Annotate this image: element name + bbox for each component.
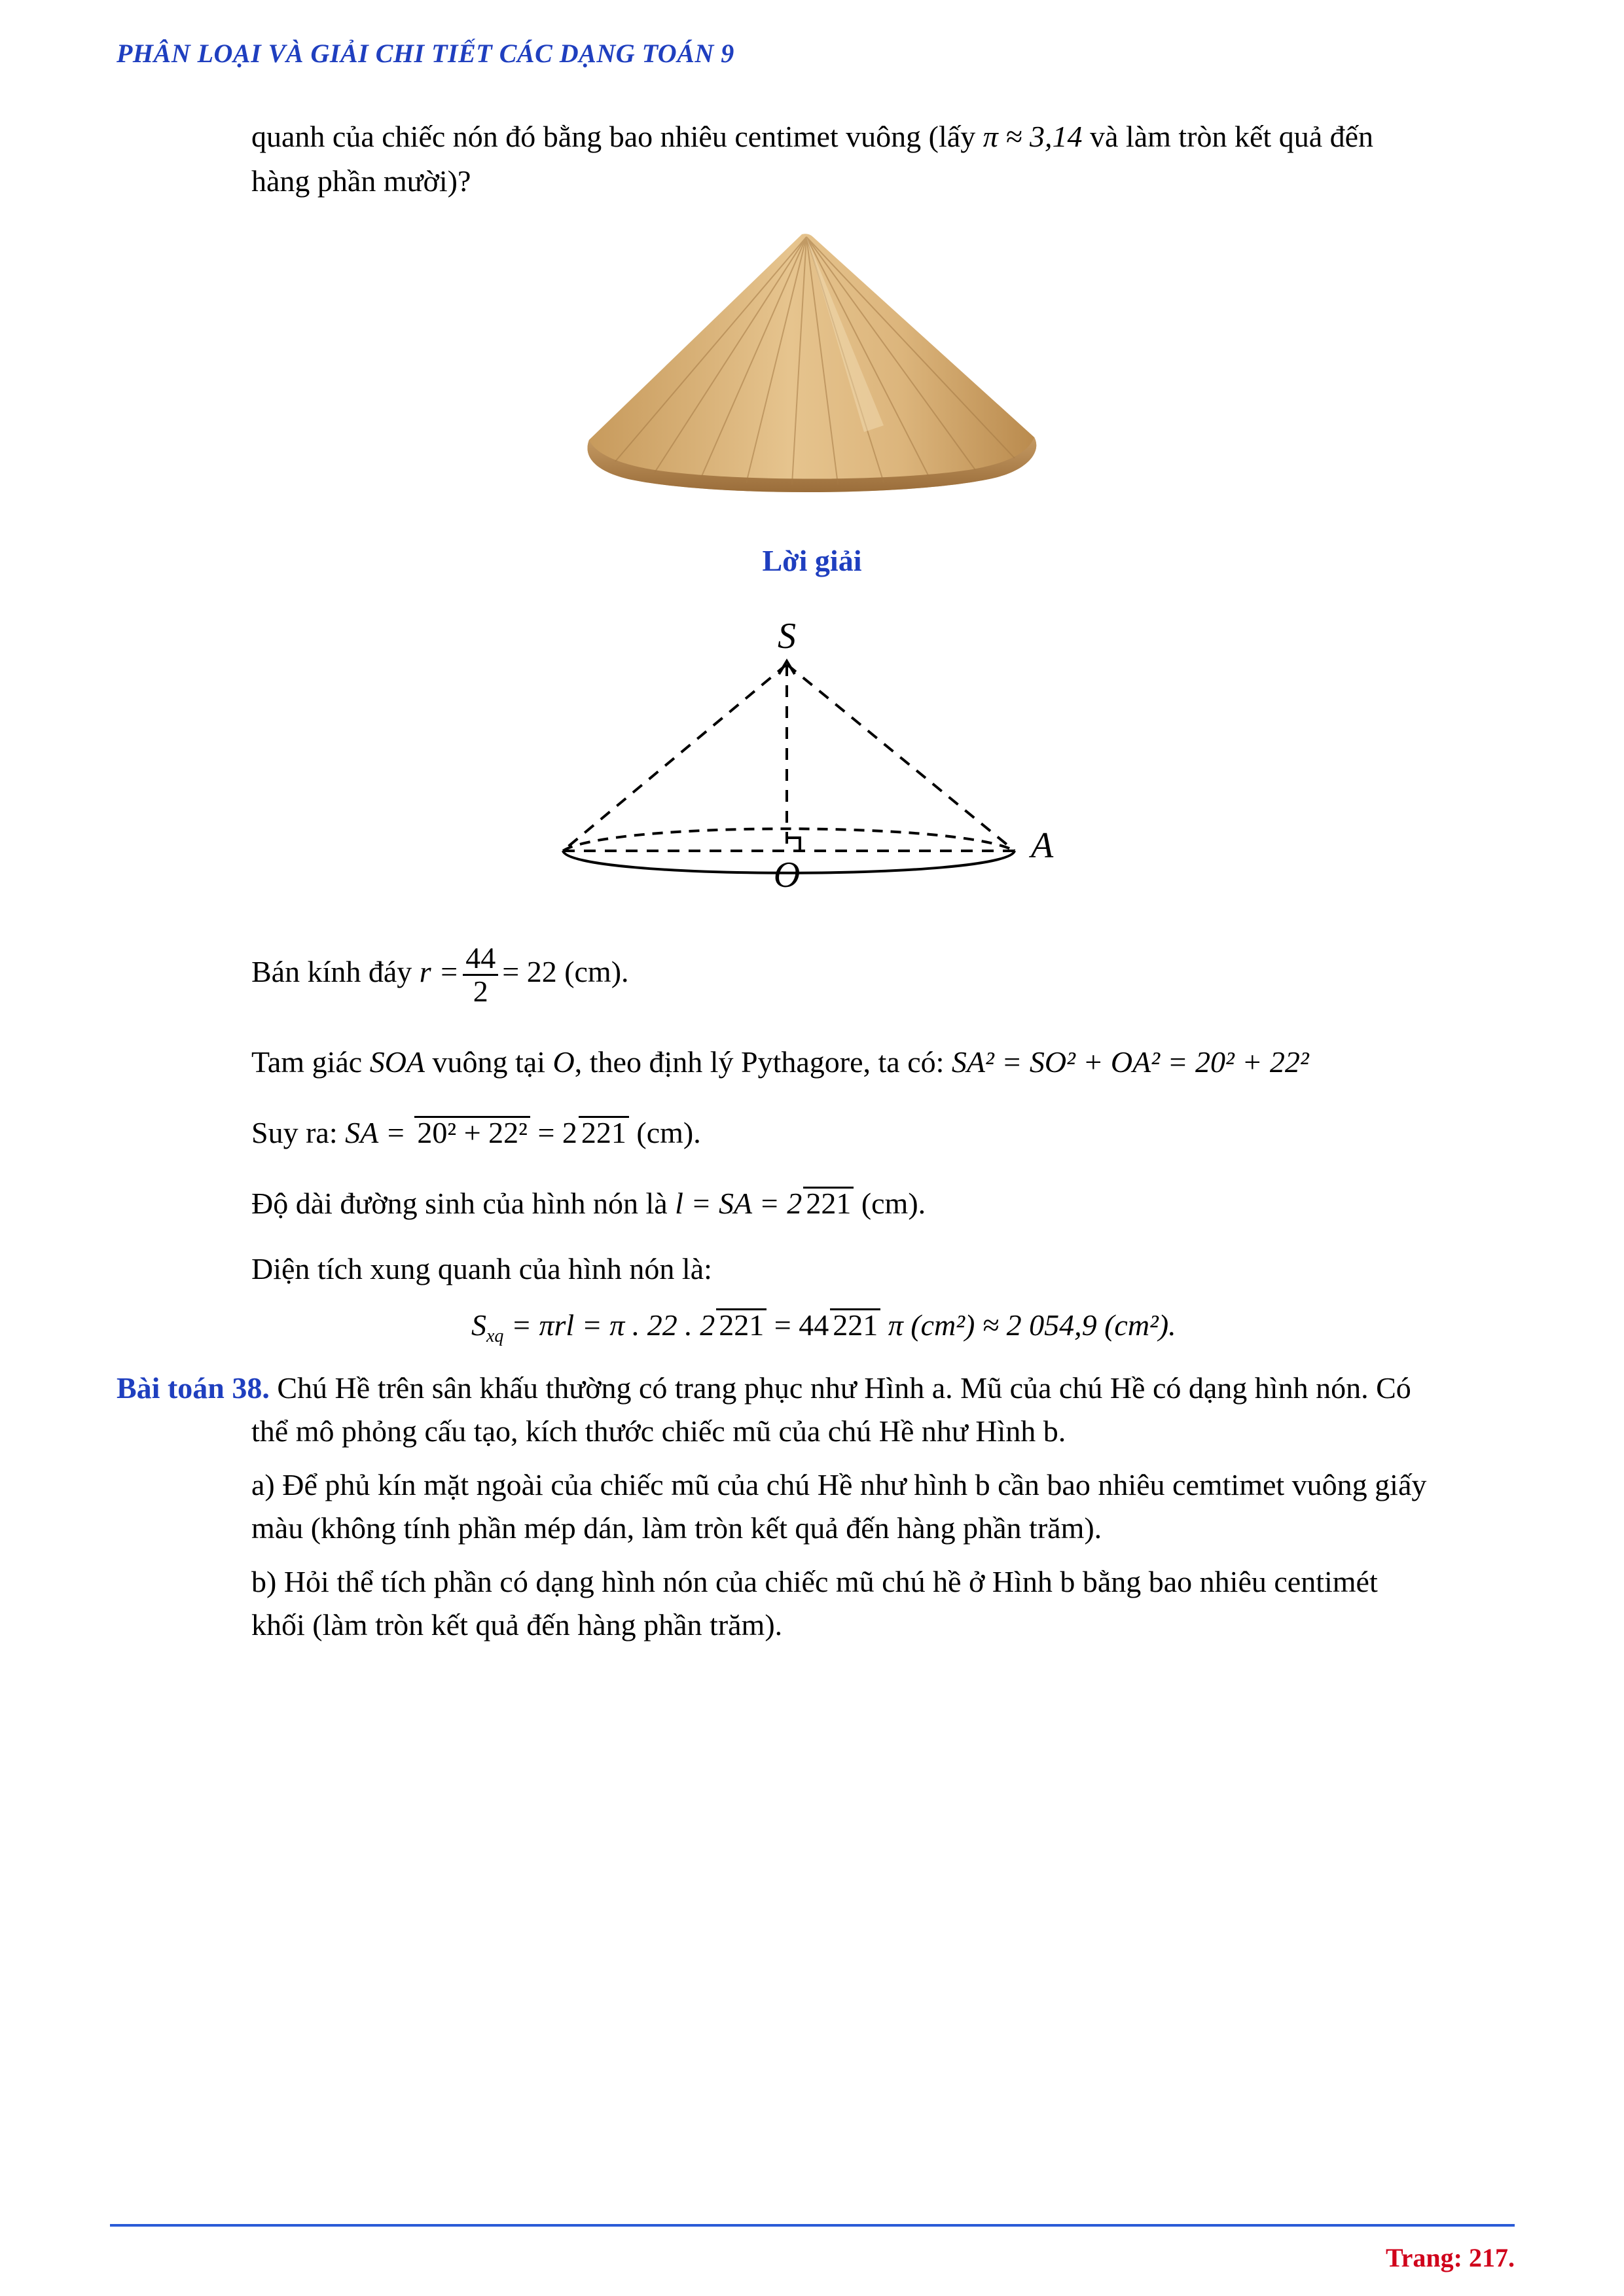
formula-s: S [471, 1308, 486, 1342]
tri-o: O [552, 1045, 575, 1079]
label-o: O [773, 855, 801, 895]
page-header: PHÂN LOẠI VÀ GIẢI CHI TIẾT CÁC DẠNG TOÁN 9 [117, 39, 734, 68]
sqrt-expression: 20² + 22² [414, 1116, 530, 1148]
suy-mid: = 2 [537, 1116, 577, 1149]
formula-sub: xq [486, 1326, 504, 1347]
label-a: A [1031, 825, 1054, 866]
area-intro: Diện tích xung quanh của hình nón là: [251, 1252, 712, 1285]
dodai-text: Độ dài đường sinh của hình nón là [251, 1187, 668, 1220]
intro-line-2: hàng phần mười)? [251, 164, 471, 198]
dodai-eq: l = SA = 2 [675, 1187, 803, 1220]
radius-result: = 22 (cm). [502, 955, 629, 989]
problem-38-line-2: thể mô phỏng cấu tạo, kích thước chiếc mũ của chú Hề như Hình b. [251, 1414, 1066, 1448]
triangle-line [251, 1041, 1515, 1084]
solution-title: Lời giải [762, 544, 862, 577]
tri-post: , theo định lý Pythagore, ta có: [574, 1045, 945, 1079]
intro-line-1 [251, 115, 1515, 158]
sqrt-221: 221 [830, 1308, 880, 1340]
problem-38-b-line-1: b) Hỏi thể tích phần có dạng hình nón của chiếc mũ chú hề ở Hình b bằng bao nhiêu centimét [251, 1565, 1378, 1598]
conical-hat-image [576, 229, 1047, 524]
radius-fraction [463, 942, 498, 1007]
footer-divider [110, 2224, 1515, 2227]
suy-text: Suy ra: [251, 1116, 338, 1149]
page-number: Trang: 217. [1385, 2243, 1515, 2272]
radius-var: r = [419, 955, 460, 989]
problem-38-text: Chú Hề trên sân khấu thường có trang phục như Hình a. Mũ của chú Hề có dạng hình nón. Có [277, 1371, 1411, 1405]
sqrt-221: 221 [716, 1308, 767, 1340]
problem-38-title: Bài toán 38. [117, 1371, 270, 1405]
radius-line [251, 942, 1515, 1007]
radius-text: Bán kính đáy [251, 955, 412, 989]
intro-text-end: và làm tròn kết quả đến [1090, 120, 1374, 153]
problem-38-a-line-2: màu (không tính phần mép dán, làm tròn kết quả đến hàng phần trăm). [251, 1511, 1102, 1545]
generatrix-line [251, 1182, 1515, 1225]
area-formula [471, 1304, 1322, 1358]
label-s: S [778, 616, 796, 656]
cone-diagram [543, 609, 1080, 910]
dodai-unit: (cm). [861, 1187, 926, 1220]
tri-var: SOA [369, 1045, 425, 1079]
pythagoras-equation: SA² = SO² + OA² = 20² + 22² [951, 1045, 1309, 1079]
formula-part-b: = 44 [774, 1308, 829, 1342]
tri-text: Tam giác [251, 1045, 363, 1079]
problem-38-b-line-2: khối (làm tròn kết quả đến hàng phần trăm). [251, 1608, 783, 1641]
formula-part-c: π (cm²) ≈ 2 054,9 (cm²). [888, 1308, 1176, 1342]
problem-38-a-line-1: a) Để phủ kín mặt ngoài của chiếc mũ của chú Hề như hình b cần bao nhiêu cemtimet vuông giấy [251, 1468, 1427, 1501]
formula-part-a: = πrl = π . 22 . 2 [511, 1308, 715, 1342]
problem-38-line-1 [117, 1367, 1515, 1410]
suy-unit: (cm). [636, 1116, 701, 1149]
tri-mid: vuông tại [432, 1045, 546, 1079]
suy-ra-line [251, 1111, 1515, 1155]
suy-lhs: SA = [345, 1116, 406, 1149]
fraction-den: 2 [473, 975, 488, 1008]
intro-text: quanh của chiếc nón đó bằng bao nhiêu centimet vuông (lấy [251, 120, 976, 153]
sqrt-221: 221 [579, 1116, 629, 1148]
sqrt-221: 221 [803, 1187, 854, 1219]
fraction-num: 44 [463, 942, 498, 976]
pi-approx: π ≈ 3,14 [983, 120, 1083, 153]
